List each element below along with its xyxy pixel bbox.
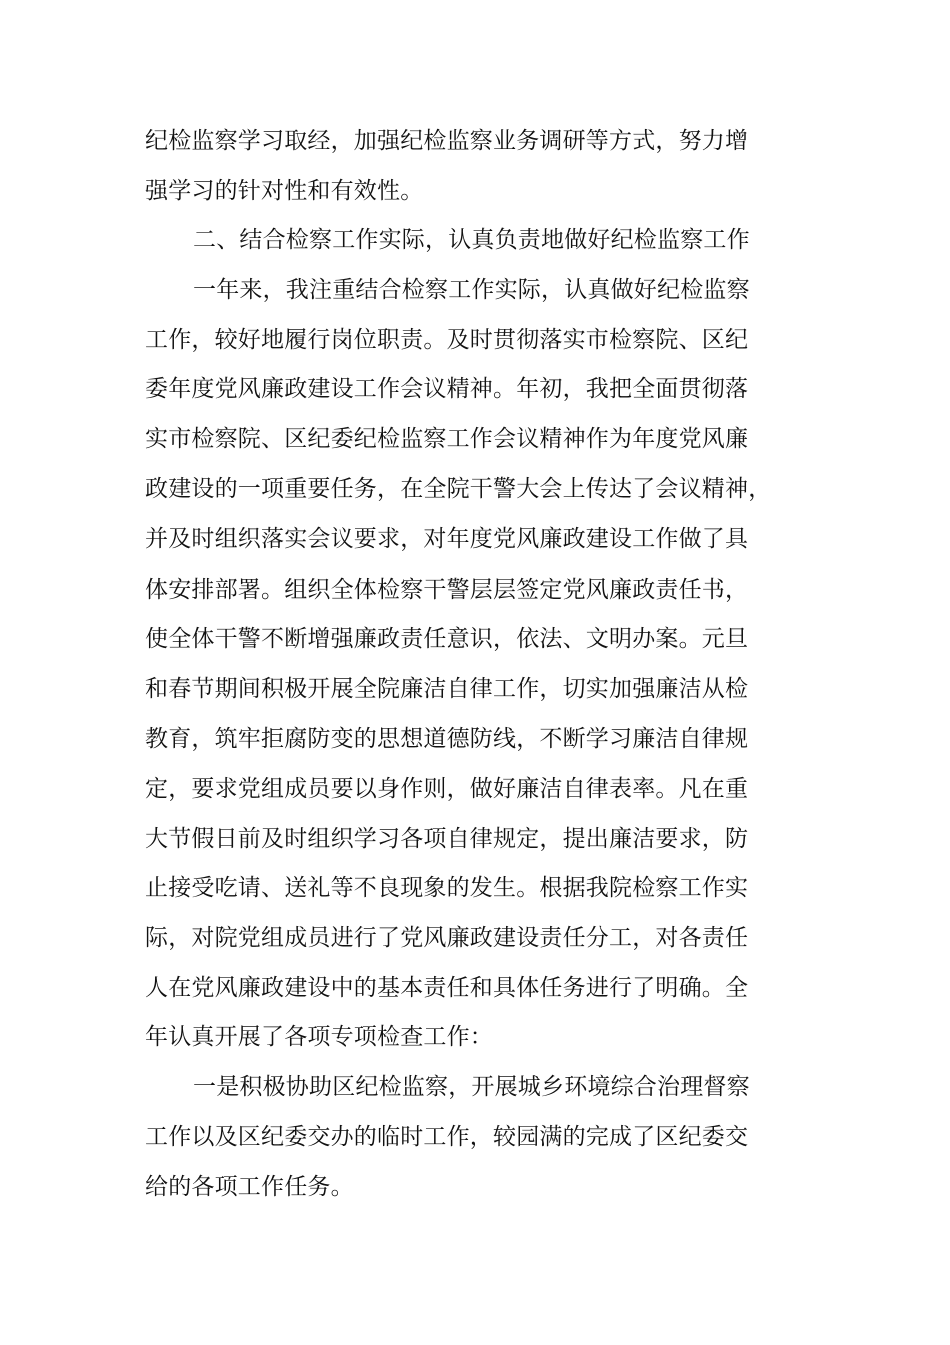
text-line: 强学习的针对性和有效性。 [145, 178, 424, 204]
text-line: 和春节期间积极开展全院廉洁自律工作，切实加强廉洁从检 [145, 676, 749, 702]
text-line: 工作以及区纪委交办的临时工作，较园满的完成了区纪委交 [145, 1124, 749, 1150]
text-line: 大节假日前及时组织学习各项自律规定，提出廉洁要求，防 [145, 826, 749, 852]
text-line: 定，要求党组成员要以身作则，做好廉洁自律表率。凡在重 [145, 776, 749, 802]
text-line: 止接受吃请、送礼等不良现象的发生。根据我院检察工作实 [145, 875, 749, 901]
text-line: 教育，筑牢拒腐防变的思想道德防线，不断学习廉洁自律规 [145, 726, 749, 752]
text-line: 际，对院党组成员进行了党风廉政建设责任分工，对各责任 [145, 925, 749, 951]
text-line: 给的各项工作任务。 [145, 1174, 354, 1200]
text-line: 实市检察院、区纪委纪检监察工作会议精神作为年度党风廉 [145, 426, 749, 452]
text-line: 政建设的一项重要任务，在全院干警大会上传达了会议精神， [145, 476, 772, 502]
text-line: 一年来，我注重结合检察工作实际，认真做好纪检监察 [193, 277, 750, 303]
text-line: 工作，较好地履行岗位职责。及时贯彻落实市检察院、区纪 [145, 327, 749, 353]
text-line: 纪检监察学习取经，加强纪检监察业务调研等方式，努力增 [145, 128, 749, 154]
section-heading: 二、结合检察工作实际，认真负责地做好纪检监察工作 [193, 227, 750, 253]
text-line: 人在党风廉政建设中的基本责任和具体任务进行了明确。全 [145, 975, 749, 1001]
text-line: 并及时组织落实会议要求，对年度党风廉政建设工作做了具 [145, 526, 749, 552]
text-line: 委年度党风廉政建设工作会议精神。年初，我把全面贯彻落 [145, 376, 749, 402]
text-line: 一是积极协助区纪检监察，开展城乡环境综合治理督察 [193, 1074, 750, 1100]
text-line: 使全体干警不断增强廉政责任意识，依法、文明办案。元旦 [145, 626, 749, 652]
text-line: 体安排部署。组织全体检察干警层层签定党风廉政责任书， [145, 577, 749, 603]
text-line: 年认真开展了各项专项检查工作： [145, 1024, 493, 1050]
